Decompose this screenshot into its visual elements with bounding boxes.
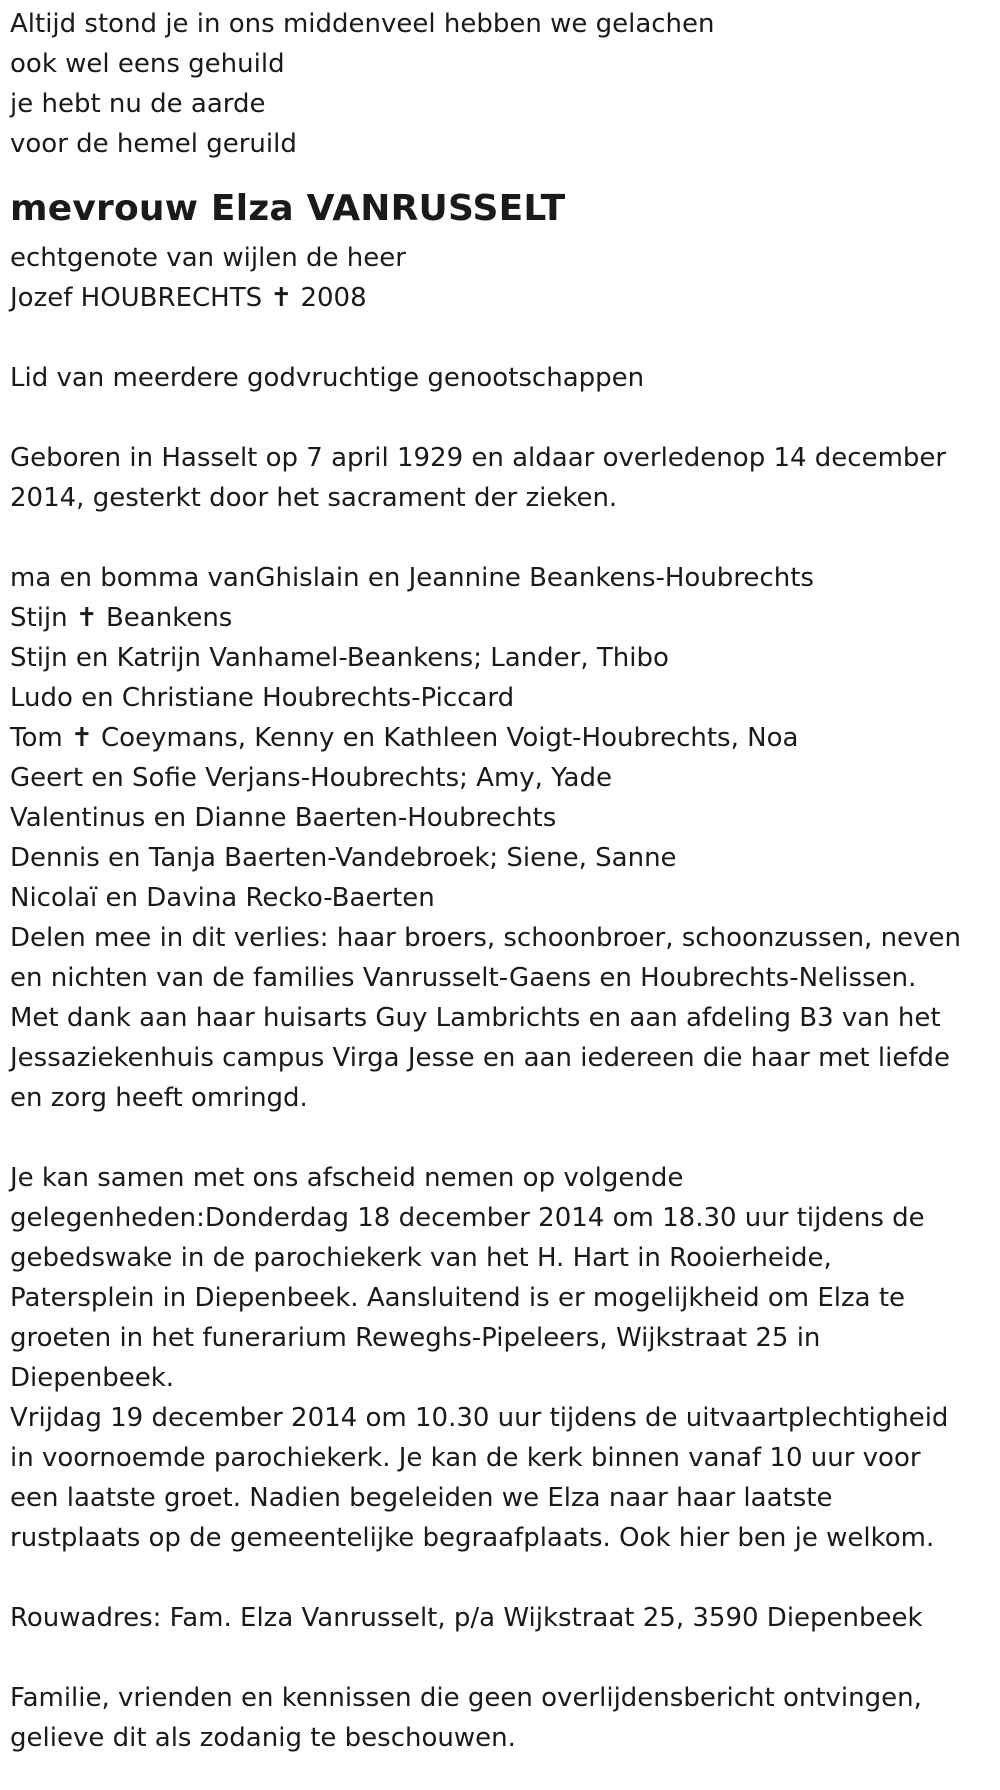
- farewell-line: Patersplein in Diepenbeek. Aansluitend is er mogelijkheid om Elza te: [10, 1283, 906, 1313]
- poem: [10, 4, 990, 164]
- spouse-info: [10, 238, 990, 318]
- membership: [10, 358, 990, 398]
- family-line: [10, 718, 990, 758]
- membership-line: Lid van meerdere godvruchtige genootschappen: [10, 363, 645, 393]
- farewell-line: rustplaats op de gemeentelijke begraafplaats. Ook hier ben je welkom.: [10, 1523, 935, 1553]
- poem-line: ook wel eens gehuild: [10, 49, 285, 79]
- farewell: [10, 1158, 990, 1558]
- family-line: ma en bomma vanGhislain en Jeannine Beankens-Houbrechts: [10, 563, 814, 593]
- farewell-line: gebedswake in de parochiekerk van het H. Hart in Rooierheide,: [10, 1243, 832, 1273]
- family-name: Beankens: [105, 603, 233, 633]
- farewell-line: in voornoemde parochiekerk. Je kan de kerk binnen vanaf 10 uur voor: [10, 1443, 921, 1473]
- deceased-name: mevrouw Elza VANRUSSELT: [10, 188, 566, 229]
- spouse-name: Jozef HOUBRECHTS: [10, 283, 263, 313]
- family-line: Ludo en Christiane Houbrechts-Piccard: [10, 683, 515, 713]
- family-line: Delen mee in dit verlies: haar broers, schoonbroer, schoonzussen, neven: [10, 923, 961, 953]
- family-line: Valentinus en Dianne Baerten-Houbrechts: [10, 803, 557, 833]
- family-line: en nichten van de families Vanrusselt-Gaens en Houbrechts-Nelissen.: [10, 963, 917, 993]
- poem-line: je hebt nu de aarde: [10, 89, 266, 119]
- cross-icon: ✝: [270, 283, 293, 313]
- family-line: [10, 598, 990, 638]
- family-name: Tom: [10, 723, 63, 753]
- family-line: Geert en Sofie Verjans-Houbrechts; Amy, Yade: [10, 763, 612, 793]
- family-line: Nicolaï en Davina Recko-Baerten: [10, 883, 435, 913]
- farewell-line: Diepenbeek.: [10, 1363, 175, 1393]
- poem-line: voor de hemel geruild: [10, 129, 297, 159]
- farewell-line: een laatste groet. Nadien begeleiden we Elza naar haar laatste: [10, 1483, 833, 1513]
- family-line: en zorg heeft omringd.: [10, 1083, 308, 1113]
- closing-note: [10, 1678, 990, 1758]
- birth-death-line: 2014, gesterkt door het sacrament der zieken.: [10, 483, 618, 513]
- farewell-line: gelegenheden:Donderdag 18 december 2014 om 18.30 uur tijdens de: [10, 1203, 925, 1233]
- family-line: Stijn en Katrijn Vanhamel-Beankens; Lander, Thibo: [10, 643, 669, 673]
- family-line: Met dank aan haar huisarts Guy Lambrichts en aan afdeling B3 van het: [10, 1003, 941, 1033]
- cross-icon: ✝: [75, 603, 98, 633]
- spouse-name-line: [10, 278, 990, 318]
- address-line: Rouwadres: Fam. Elza Vanrusselt, p/a Wijkstraat 25, 3590 Diepenbeek: [10, 1603, 923, 1633]
- birth-death-line: Geboren in Hasselt op 7 april 1929 en aldaar overledenop 14 december: [10, 443, 947, 473]
- mourning-address: [10, 1598, 990, 1638]
- closing-line: gelieve dit als zodanig te beschouwen.: [10, 1723, 516, 1753]
- farewell-line: Vrijdag 19 december 2014 om 10.30 uur tijdens de uitvaartplechtigheid: [10, 1403, 949, 1433]
- poem-line: Altijd stond je in ons middenveel hebben we gelachen: [10, 9, 715, 39]
- family-name: Coeymans, Kenny en Kathleen Voigt-Houbrechts, Noa: [101, 723, 799, 753]
- family-line: Dennis en Tanja Baerten-Vandebroek; Siene, Sanne: [10, 843, 677, 873]
- family-name: Stijn: [10, 603, 68, 633]
- birth-death: [10, 438, 990, 518]
- farewell-line: groeten in het funerarium Reweghs-Pipeleers, Wijkstraat 25 in: [10, 1323, 821, 1353]
- spouse-year: 2008: [300, 283, 367, 313]
- cross-icon: ✝: [70, 723, 93, 753]
- family: [10, 558, 990, 1118]
- farewell-line: Je kan samen met ons afscheid nemen op volgende: [10, 1163, 684, 1193]
- closing-line: Familie, vrienden en kennissen die geen overlijdensbericht ontvingen,: [10, 1683, 922, 1713]
- family-line: Jessaziekenhuis campus Virga Jesse en aan iedereen die haar met liefde: [10, 1043, 950, 1073]
- spouse-line: echtgenote van wijlen de heer: [10, 243, 406, 273]
